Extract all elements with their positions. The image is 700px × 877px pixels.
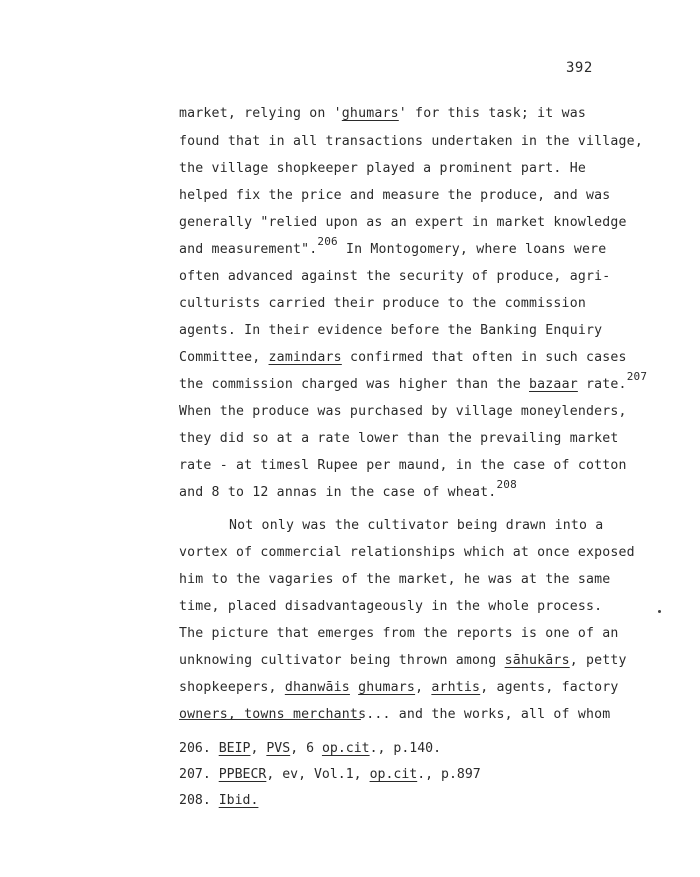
text-line: him to the vagaries of the market, he was at the same (179, 572, 611, 587)
text-line: and 8 to 12 annas in the case of wheat.$^{208}$ (179, 478, 517, 500)
term-arhtis: arhtis (431, 680, 481, 695)
footnote-ref-206: 206 (317, 235, 338, 248)
term-bazaar: bazaar (529, 377, 578, 392)
page-number: 392 (566, 60, 593, 76)
text-line: vortex of commercial relationships which at once exposed (179, 545, 635, 560)
text-line: helped fix the price and measure the produce, and was (179, 188, 611, 203)
text-line: shopkeepers, dhanwāis ghumars, arhtis, agents, factory (179, 680, 619, 695)
text-line: and measurement".$^{206}$ In Montogomery, where loans were (179, 235, 607, 257)
text-line: often advanced against the security of produce, agri- (179, 269, 611, 284)
term-ghumars: ghumars (358, 680, 416, 695)
text-line: the village shopkeeper played a prominent part. He (179, 161, 586, 176)
text-line: time, placed disadvantageously in the whole process. (179, 599, 603, 614)
text-line: the commission charged was higher than the bazaar rate.$^{207}$ (179, 370, 648, 392)
text-line: agents. In their evidence before the Banking Enquiry (179, 323, 603, 338)
text-line: Not only was the cultivator being drawn into a (229, 518, 604, 533)
text-line: owners, towns merchants... and the works, all of whom (179, 707, 611, 722)
text-line: The picture that emerges from the reports is one of an (179, 626, 619, 641)
text-line: market, relying on 'ghumars' for this task; it was (179, 106, 586, 121)
text-line: culturists carried their produce to the commission (179, 296, 586, 311)
term-dhanwais: dhanwāis (284, 680, 350, 695)
term-ghumars: ghumars (341, 106, 399, 121)
footnote-ref-208: 208 (496, 478, 517, 491)
text-line: rate - at timesl Rupee per maund, in the case of cotton (179, 458, 627, 473)
footnote-208: 208. Ibid. (179, 793, 259, 808)
text-line: found that in all transactions undertaken in the village, (179, 134, 643, 149)
text-line: When the produce was purchased by village moneylenders, (179, 404, 627, 419)
text-line: unknowing cultivator being thrown among sāhukārs, petty (179, 653, 627, 668)
term-zamindars: zamindars (268, 350, 342, 365)
text-line: generally "relied upon as an expert in market knowledge (179, 215, 627, 230)
footnote-206: 206. BEIP, PVS, 6 op.cit., p.140. (179, 741, 442, 756)
term-sahukars: sāhukārs (504, 653, 570, 668)
scan-speck (658, 610, 661, 613)
text-line: Committee, zamindars confirmed that often in such cases (179, 350, 627, 365)
footnote-207: 207. PPBECR, ev, Vol.1, op.cit., p.897 (179, 767, 481, 782)
footnote-ref-207: 207 (626, 370, 648, 383)
footnote-separator (179, 719, 361, 720)
text-line: they did so at a rate lower than the prevailing market (179, 431, 619, 446)
